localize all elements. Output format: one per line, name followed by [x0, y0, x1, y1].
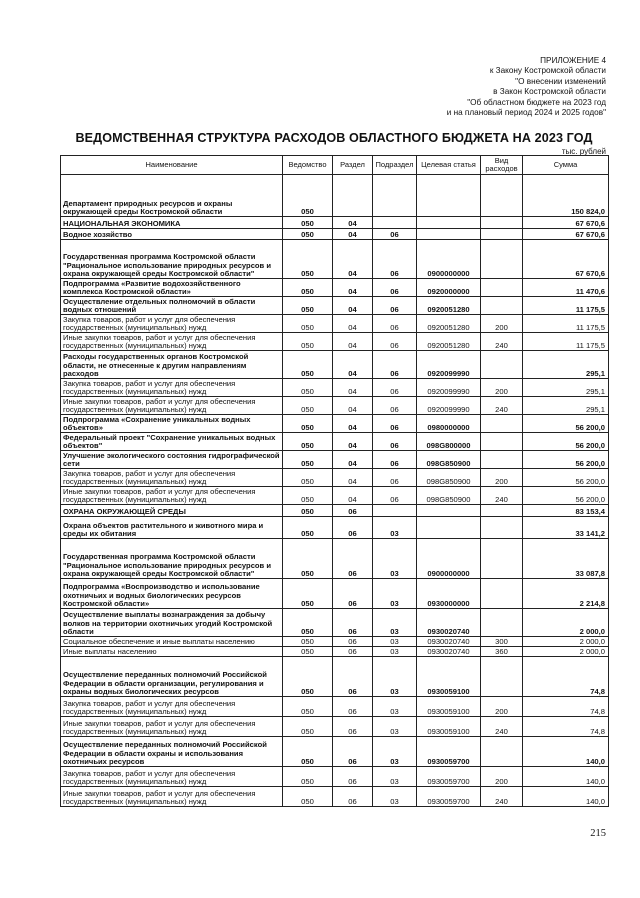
cell-department: 050: [283, 217, 333, 229]
table-header-row: [61, 156, 609, 175]
cell-department: 050: [283, 240, 333, 279]
cell-target-article: 0930020740: [417, 647, 481, 657]
table-row: [61, 657, 609, 697]
table-row: [61, 579, 609, 609]
cell-target-article: 0930000000: [417, 579, 481, 609]
cell-name: Иные закупки товаров, работ и услуг для обеспечения государственных (муниципальных) нужд: [61, 397, 283, 415]
cell-expense-type: 200: [481, 697, 523, 717]
cell-expense-type: [481, 451, 523, 469]
cell-subsection: 06: [373, 297, 417, 315]
cell-target-article: 0930059700: [417, 787, 481, 807]
cell-name: Закупка товаров, работ и услуг для обеспечения государственных (муниципальных) нужд: [61, 379, 283, 397]
cell-name: ОХРАНА ОКРУЖАЮЩЕЙ СРЕДЫ: [61, 505, 283, 517]
cell-department: 050: [283, 415, 333, 433]
cell-amount: 67 670,6: [523, 240, 609, 279]
cell-expense-type: [481, 240, 523, 279]
cell-amount: 295,1: [523, 351, 609, 379]
cell-name: Иные выплаты населению: [61, 647, 283, 657]
cell-name: Осуществление переданных полномочий Российской Федерации в области охраны и использования охотничьих ресурсов: [61, 737, 283, 767]
cell-department: 050: [283, 505, 333, 517]
cell-name: Социальное обеспечение и иные выплаты населению: [61, 637, 283, 647]
cell-subsection: 03: [373, 737, 417, 767]
table-row: [61, 217, 609, 229]
cell-amount: 74,8: [523, 717, 609, 737]
cell-expense-type: 300: [481, 637, 523, 647]
cell-section: 06: [333, 737, 373, 767]
cell-expense-type: [481, 579, 523, 609]
cell-section: 04: [333, 240, 373, 279]
cell-expense-type: [481, 175, 523, 217]
table-row: [61, 433, 609, 451]
cell-name: Закупка товаров, работ и услуг для обеспечения государственных (муниципальных) нужд: [61, 697, 283, 717]
cell-name: Осуществление отдельных полномочий в области водных отношений: [61, 297, 283, 315]
header-section: Раздел: [333, 156, 373, 175]
cell-department: 050: [283, 609, 333, 637]
cell-target-article: [417, 505, 481, 517]
cell-section: 04: [333, 451, 373, 469]
cell-expense-type: [481, 229, 523, 240]
cell-amount: 74,8: [523, 697, 609, 717]
cell-target-article: 098G800000: [417, 433, 481, 451]
cell-amount: 83 153,4: [523, 505, 609, 517]
cell-expense-type: [481, 737, 523, 767]
cell-subsection: 03: [373, 697, 417, 717]
cell-department: 050: [283, 717, 333, 737]
cell-target-article: 098G850900: [417, 451, 481, 469]
table-row: [61, 379, 609, 397]
cell-amount: 56 200,0: [523, 433, 609, 451]
cell-department: 050: [283, 451, 333, 469]
cell-department: 050: [283, 315, 333, 333]
cell-expense-type: [481, 505, 523, 517]
document-title: ВЕДОМСТВЕННАЯ СТРУКТУРА РАСХОДОВ ОБЛАСТНОГО БЮДЖЕТА НА 2023 ГОД: [75, 131, 593, 145]
table-row: [61, 697, 609, 717]
cell-expense-type: [481, 539, 523, 579]
cell-section: 06: [333, 539, 373, 579]
cell-subsection: 03: [373, 609, 417, 637]
cell-expense-type: [481, 217, 523, 229]
cell-department: 050: [283, 333, 333, 351]
cell-amount: 11 175,5: [523, 297, 609, 315]
cell-subsection: [373, 217, 417, 229]
cell-target-article: 098G850900: [417, 469, 481, 487]
appendix-line: "Об областном бюджете на 2023 год: [467, 97, 606, 107]
cell-department: 050: [283, 397, 333, 415]
cell-name: Осуществление переданных полномочий Российской Федерации в области организации, регулирования и охраны водных биологических ресурсов: [61, 657, 283, 697]
table-row: [61, 487, 609, 505]
cell-amount: 140,0: [523, 737, 609, 767]
cell-target-article: 0920099990: [417, 397, 481, 415]
cell-section: 06: [333, 609, 373, 637]
cell-name: Государственная программа Костромской области "Рациональное использование природных ресурсов и охрана окружающей среды Костромской области": [61, 240, 283, 279]
cell-amount: 67 670,6: [523, 229, 609, 240]
cell-department: 050: [283, 229, 333, 240]
cell-name: Иные закупки товаров, работ и услуг для обеспечения государственных (муниципальных) нужд: [61, 487, 283, 505]
table-row: [61, 315, 609, 333]
cell-section: 06: [333, 505, 373, 517]
cell-name: Иные закупки товаров, работ и услуг для обеспечения государственных (муниципальных) нужд: [61, 717, 283, 737]
table-row: [61, 539, 609, 579]
cell-subsection: [373, 175, 417, 217]
cell-department: 050: [283, 637, 333, 647]
cell-target-article: 0980000000: [417, 415, 481, 433]
cell-expense-type: 240: [481, 787, 523, 807]
cell-name: Водное хозяйство: [61, 229, 283, 240]
cell-section: [333, 175, 373, 217]
table-row: [61, 717, 609, 737]
table-row: [61, 737, 609, 767]
cell-target-article: 0900000000: [417, 240, 481, 279]
cell-target-article: 0920099990: [417, 379, 481, 397]
cell-amount: 2 214,8: [523, 579, 609, 609]
cell-name: Федеральный проект "Сохранение уникальных водных объектов": [61, 433, 283, 451]
cell-target-article: 0920051280: [417, 333, 481, 351]
cell-name: Подпрограмма «Развитие водохозяйственного комплекса Костромской области»: [61, 279, 283, 297]
cell-expense-type: 200: [481, 379, 523, 397]
cell-expense-type: [481, 433, 523, 451]
cell-section: 04: [333, 351, 373, 379]
table-row: [61, 647, 609, 657]
appendix-line: в Закон Костромской области: [493, 87, 606, 97]
cell-expense-type: [481, 351, 523, 379]
table-row: [61, 333, 609, 351]
cell-amount: 67 670,6: [523, 217, 609, 229]
cell-subsection: 06: [373, 415, 417, 433]
cell-department: 050: [283, 517, 333, 539]
cell-subsection: 06: [373, 315, 417, 333]
cell-subsection: 03: [373, 767, 417, 787]
cell-section: 04: [333, 433, 373, 451]
cell-amount: 2 000,0: [523, 637, 609, 647]
cell-section: 04: [333, 415, 373, 433]
table-row: [61, 229, 609, 240]
cell-section: 04: [333, 379, 373, 397]
cell-subsection: 06: [373, 229, 417, 240]
cell-amount: 33 087,8: [523, 539, 609, 579]
cell-section: 06: [333, 787, 373, 807]
cell-department: 050: [283, 657, 333, 697]
cell-amount: 295,1: [523, 397, 609, 415]
cell-subsection: 06: [373, 397, 417, 415]
cell-amount: 295,1: [523, 379, 609, 397]
cell-expense-type: 240: [481, 487, 523, 505]
cell-section: 06: [333, 657, 373, 697]
cell-amount: 56 200,0: [523, 415, 609, 433]
cell-section: 04: [333, 297, 373, 315]
cell-target-article: 098G850900: [417, 487, 481, 505]
cell-section: 04: [333, 487, 373, 505]
cell-subsection: 06: [373, 279, 417, 297]
cell-target-article: 0930059100: [417, 717, 481, 737]
cell-amount: 11 175,5: [523, 333, 609, 351]
cell-name: Подпрограмма «Воспроизводство и использование охотничьих и водных биологических ресурсов Костромской области»: [61, 579, 283, 609]
cell-expense-type: 200: [481, 767, 523, 787]
cell-department: 050: [283, 469, 333, 487]
cell-department: 050: [283, 379, 333, 397]
cell-expense-type: [481, 279, 523, 297]
header-target-article: Целевая статья: [417, 156, 481, 175]
page-number: 215: [590, 828, 606, 839]
cell-subsection: 06: [373, 379, 417, 397]
table-row: [61, 397, 609, 415]
cell-section: 06: [333, 717, 373, 737]
cell-amount: 56 200,0: [523, 469, 609, 487]
cell-target-article: 0930020740: [417, 609, 481, 637]
cell-expense-type: [481, 517, 523, 539]
cell-department: 050: [283, 175, 333, 217]
cell-target-article: 0920000000: [417, 279, 481, 297]
cell-target-article: 0930059700: [417, 737, 481, 767]
cell-subsection: 06: [373, 433, 417, 451]
appendix-line: и на плановый период 2024 и 2025 годов": [446, 108, 606, 118]
cell-target-article: 0930020740: [417, 637, 481, 647]
appendix-line: к Закону Костромской области: [489, 66, 606, 76]
cell-section: 04: [333, 333, 373, 351]
cell-department: 050: [283, 279, 333, 297]
cell-name: Закупка товаров, работ и услуг для обеспечения государственных (муниципальных) нужд: [61, 469, 283, 487]
cell-amount: 140,0: [523, 767, 609, 787]
cell-expense-type: [481, 609, 523, 637]
cell-name: Департамент природных ресурсов и охраны окружающей среды Костромской области: [61, 175, 283, 217]
cell-expense-type: [481, 297, 523, 315]
cell-name: Государственная программа Костромской области "Рациональное использование природных ресурсов и охрана окружающей среды Костромской области": [61, 539, 283, 579]
cell-section: 06: [333, 517, 373, 539]
cell-subsection: [373, 505, 417, 517]
header-name: Наименование: [61, 156, 283, 175]
cell-section: 06: [333, 637, 373, 647]
appendix-header: [366, 56, 606, 118]
cell-department: 050: [283, 487, 333, 505]
cell-subsection: 03: [373, 517, 417, 539]
header-expense-type: Вид расходов: [481, 156, 523, 175]
cell-target-article: [417, 229, 481, 240]
cell-subsection: 03: [373, 787, 417, 807]
cell-department: 050: [283, 697, 333, 717]
cell-expense-type: 240: [481, 717, 523, 737]
cell-target-article: 0900000000: [417, 539, 481, 579]
cell-section: 04: [333, 217, 373, 229]
cell-name: Закупка товаров, работ и услуг для обеспечения государственных (муниципальных) нужд: [61, 315, 283, 333]
cell-expense-type: [481, 657, 523, 697]
cell-subsection: 03: [373, 647, 417, 657]
table-row: [61, 415, 609, 433]
cell-target-article: 0920051280: [417, 315, 481, 333]
table-row: [61, 297, 609, 315]
cell-section: 04: [333, 229, 373, 240]
appendix-line: ПРИЛОЖЕНИЕ 4: [540, 56, 606, 65]
cell-subsection: 06: [373, 333, 417, 351]
cell-amount: 11 175,5: [523, 315, 609, 333]
table-row: [61, 240, 609, 279]
cell-target-article: 0930059100: [417, 697, 481, 717]
cell-department: 050: [283, 767, 333, 787]
cell-department: 050: [283, 579, 333, 609]
cell-subsection: 06: [373, 240, 417, 279]
cell-name: Расходы государственных органов Костромской области, не отнесенные к другим направлениям расходов: [61, 351, 283, 379]
table-row: [61, 175, 609, 217]
cell-section: 04: [333, 279, 373, 297]
cell-section: 04: [333, 315, 373, 333]
cell-department: 050: [283, 737, 333, 767]
cell-name: Осуществление выплаты вознаграждения за добычу волков на территории охотничьих угодий Костромской области: [61, 609, 283, 637]
cell-subsection: 06: [373, 451, 417, 469]
cell-section: 04: [333, 469, 373, 487]
table-row: [61, 517, 609, 539]
cell-expense-type: [481, 415, 523, 433]
table-body: [61, 175, 609, 807]
table-row: [61, 351, 609, 379]
cell-subsection: 03: [373, 579, 417, 609]
table-row: [61, 451, 609, 469]
cell-amount: 11 470,6: [523, 279, 609, 297]
table-row: [61, 787, 609, 807]
cell-name: Иные закупки товаров, работ и услуг для обеспечения государственных (муниципальных) нужд: [61, 787, 283, 807]
table-row: [61, 279, 609, 297]
cell-subsection: 06: [373, 487, 417, 505]
cell-expense-type: 360: [481, 647, 523, 657]
cell-target-article: 0920051280: [417, 297, 481, 315]
cell-target-article: 0930059700: [417, 767, 481, 787]
cell-name: Иные закупки товаров, работ и услуг для обеспечения государственных (муниципальных) нужд: [61, 333, 283, 351]
cell-amount: 56 200,0: [523, 487, 609, 505]
cell-subsection: 06: [373, 351, 417, 379]
cell-name: Закупка товаров, работ и услуг для обеспечения государственных (муниципальных) нужд: [61, 767, 283, 787]
cell-name: Охрана объектов растительного и животного мира и среды их обитания: [61, 517, 283, 539]
appendix-line: "О внесении изменений: [515, 76, 606, 86]
table-row: [61, 609, 609, 637]
cell-amount: 56 200,0: [523, 451, 609, 469]
cell-section: 06: [333, 647, 373, 657]
table-row: [61, 505, 609, 517]
cell-section: 06: [333, 697, 373, 717]
header-amount: Сумма: [523, 156, 609, 175]
cell-subsection: 03: [373, 657, 417, 697]
cell-subsection: 06: [373, 469, 417, 487]
cell-expense-type: 200: [481, 315, 523, 333]
header-subsection: Подраздел: [373, 156, 417, 175]
units-label: тыс. рублей: [561, 147, 606, 156]
cell-subsection: 03: [373, 539, 417, 579]
cell-expense-type: 240: [481, 333, 523, 351]
cell-department: 050: [283, 787, 333, 807]
cell-target-article: 0920099990: [417, 351, 481, 379]
table-row: [61, 637, 609, 647]
cell-amount: 74,8: [523, 657, 609, 697]
header-department: Ведомство: [283, 156, 333, 175]
cell-section: 06: [333, 579, 373, 609]
cell-subsection: 03: [373, 717, 417, 737]
cell-target-article: 0930059100: [417, 657, 481, 697]
table-row: [61, 469, 609, 487]
cell-expense-type: 240: [481, 397, 523, 415]
cell-expense-type: 200: [481, 469, 523, 487]
cell-name: НАЦИОНАЛЬНАЯ ЭКОНОМИКА: [61, 217, 283, 229]
cell-amount: 150 824,0: [523, 175, 609, 217]
cell-target-article: [417, 175, 481, 217]
cell-department: 050: [283, 351, 333, 379]
cell-name: Подпрограмма «Сохранение уникальных водных объектов»: [61, 415, 283, 433]
cell-name: Улучшение экологического состояния гидрографической сети: [61, 451, 283, 469]
cell-department: 050: [283, 433, 333, 451]
budget-table: [60, 155, 609, 807]
cell-amount: 33 141,2: [523, 517, 609, 539]
cell-amount: 140,0: [523, 787, 609, 807]
cell-department: 050: [283, 539, 333, 579]
cell-amount: 2 000,0: [523, 609, 609, 637]
table-row: [61, 767, 609, 787]
cell-department: 050: [283, 297, 333, 315]
cell-section: 06: [333, 767, 373, 787]
cell-subsection: 03: [373, 637, 417, 647]
cell-department: 050: [283, 647, 333, 657]
cell-target-article: [417, 217, 481, 229]
cell-target-article: [417, 517, 481, 539]
cell-amount: 2 000,0: [523, 647, 609, 657]
cell-section: 04: [333, 397, 373, 415]
